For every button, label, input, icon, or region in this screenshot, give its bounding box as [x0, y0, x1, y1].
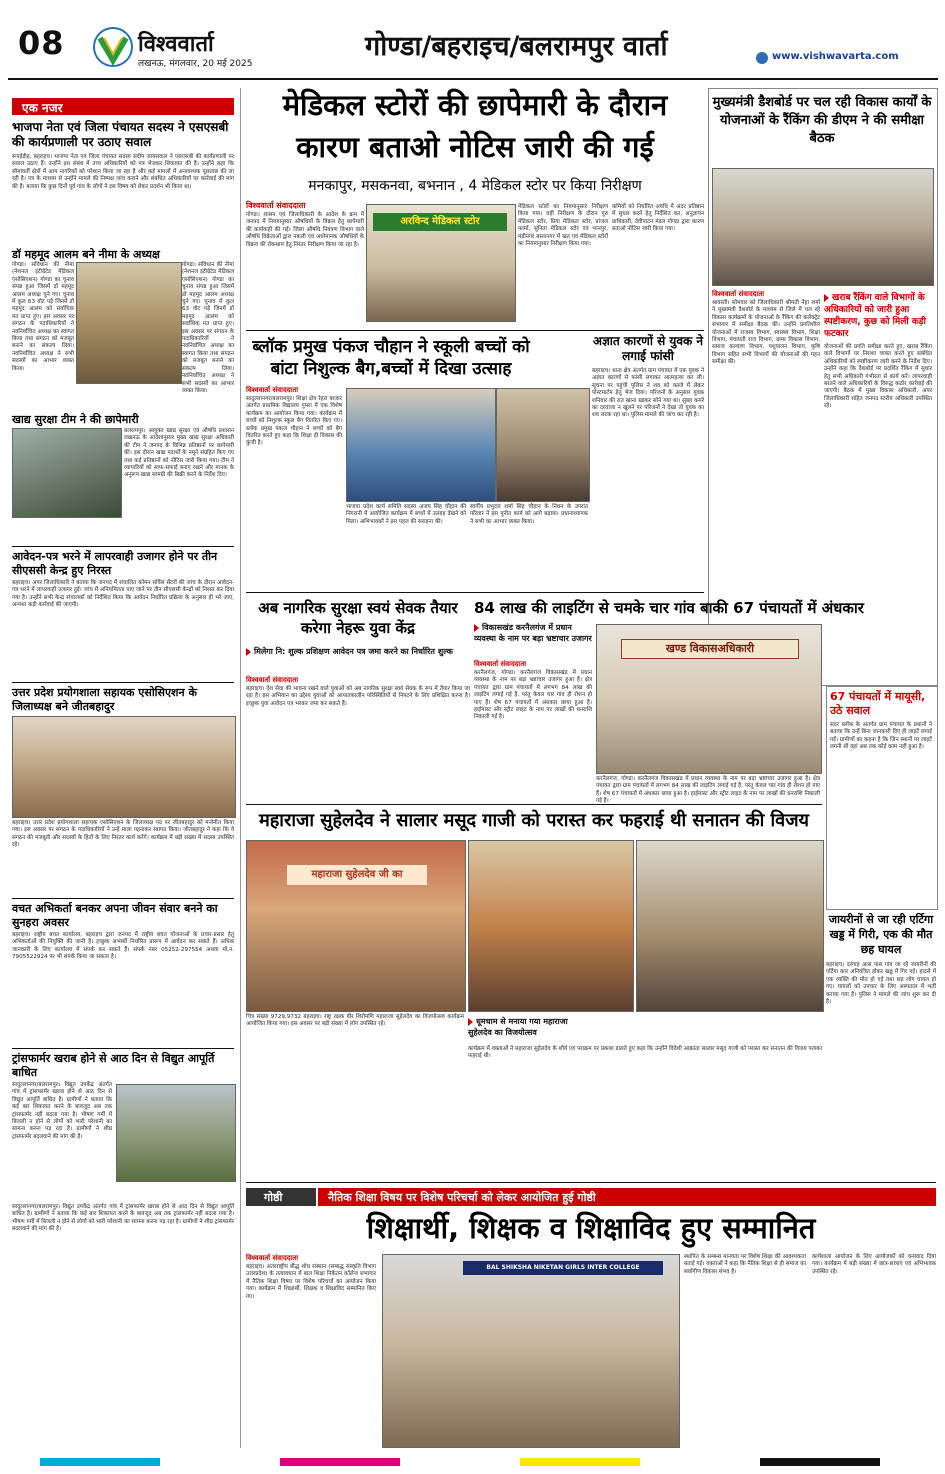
civil-defence-body: बहराइच। देश सेवा की भावना रखने वाले युवाओं को अब नागरिक सुरक्षा स्वयं सेवक के रूप में तैयार किया जा रहा है। इस अभियान का उद्देश्य युवाओं को आपातकालीन परिस्थितियों से निपटने के लिए प्रशिक्षित करना है। इच्छुक युवा आवेदन पत्र भरकर जमा कर सकते हैं।: [246, 686, 470, 707]
story4-headline: आवेदन-पत्र भरने में लापरवाही उजागर होने पर तीन सीएससी केन्द्र हुए निरस्त: [12, 550, 218, 577]
story7-body-b: सादुल्लानगर/बलरामपुर। विद्युत उपकेंद्र अंतर्गत गांव में ट्रांसफार्मर खराब होने से आठ दिन से विद्युत आपूर्ति बाधित है। ग्रामीणों ने बताया कि कई बार शिकायत करने के बावजूद अब तक ट्रांसफार्मर नहीं बदला गया है। भीषण गर्मी में बिजली न होने से लोगों को भारी परेशानी का सामना करना पड़ रहा है। ग्रामीणों ने शीघ्र ट्रांसफार्मर बदलवाने की मांग की है।: [12, 1204, 234, 1233]
lighting-subtag-text: विकासखंड करनैलगंज में प्रधान व्यवस्था के नाम पर बड़ा भ्रष्टाचार उजागर: [474, 623, 592, 643]
meeting-photo: [712, 168, 934, 286]
mayusi-headline: 67 पंचायतों में मायूसी, उठे सवाल: [830, 690, 926, 717]
triangle-icon: [246, 648, 251, 656]
page-number: 08: [18, 24, 65, 62]
lighting-body: करनैलगंज, गोण्डा। करनैलगंज विकासखंड में प्रधान व्यवस्था के नाम पर बड़ा भ्रष्टाचार उजागर हुआ है। क्षेत्र पंचायत द्वारा ग्राम पंचायतों में लगभग 84 लाख की लाइटिंग लगाई गई है, परंतु केवल चार गांव ही रोशन हो पाए हैं। शेष 67 पंचायतों में अंधकार छाया हुआ है। हाईमास्ट और स्ट्रीट लाइट के नाम पर लाखों की धनराशि निकाली गई है।: [474, 670, 592, 721]
color-bar-cyan: [40, 1458, 160, 1466]
lighting-byline: विश्ववार्ता संवाददाता: [474, 660, 527, 668]
story6-body: बहराइच। राष्ट्रीय बचत कार्यालय, बहराइच द्वारा जनपद में राष्ट्रीय बचत योजनाओं के प्रचार-प्रसार हेतु अभिकर्ताओं की नियुक्ति की जानी है। इच्छुक अभ्यर्थी निर्धारित प्रारूप में आवेदन कर सकते हैं। अधिक जानकारी के लिए कार्यालय में संपर्क कर सकते हैं। संपर्क नंबर 05252-297554 अथवा मो.न. 7905522924 पर भी संपर्क किया जा सकता है।: [12, 932, 234, 961]
story2-photo: [76, 262, 182, 384]
story7-headline: ट्रांसफार्मर खराब होने से आठ दिन से विद्युत आपूर्ति बाधित: [12, 1052, 215, 1079]
globe-icon: [756, 52, 768, 64]
lead-body3: कमियों को निर्धारित अवधि में अंदर प्रतिष्ठान में सुधार करने हेतु निर्देशित कर, अनुज्ञापन प्राधिकारी, देवीपाटन मंडल गोण्डा द्वारा कारण बताओ नोटिस जारी किया गया।: [612, 204, 704, 233]
website-link[interactable]: www.vishwavarta.com: [772, 51, 899, 62]
section-tag-ek-nazar: [12, 98, 234, 115]
lead-subheadline: मनकापुर, मसकनवा, बभनान , 4 मेडिकल स्टोर पर किया निरीक्षण: [308, 178, 642, 194]
lighting-headline: 84 लाख की लाइटिंग से चमके चार गांव बाकी 67 पंचायतों में अंधकार: [474, 599, 864, 617]
story1-body: रूपईडीह, बहराइच। भाजपा नेता एवं जिला पंचायत सदस्य संदीप जायसवाल ने एसएसबी की कार्यप्रणाली पर सवाल उठाए हैं। उन्होंने इस संबंध में उच्च अधिकारियों को पत्र भेजकर शिकायत की है। उन्होंने कहा कि सीमावर्ती क्षेत्रों में आम नागरिकों को परेशान किया जा रहा है और कई मामलों में अनावश्यक पूछताछ की जा रही है। पत्र के माध्यम से उन्होंने मामले की निष्पक्ष जांच कराने और संबंधित अधिकारियों पर कार्रवाई की मांग की है। बताया कि कुछ दिनों पूर्व गांव के लोगों ने इस विषय को लेकर प्रदर्शन भी किया था।: [12, 154, 234, 190]
school-bag-body2: भाजपा प्रदेश कार्य समिति सदस्य अजय सिंह चौहान की निगरानी में आयोजित कार्यक्रम में बच्चों में उत्साह देखने को मिला। अभिभावकों ने इस पहल की सराहना की।: [346, 504, 466, 525]
lead-headline-line1: मेडिकल स्टोरों की छापेमारी के दौरान: [282, 88, 668, 122]
color-bar-yellow: [520, 1458, 640, 1466]
school-banner: BAL SHIKSHA NIKETAN GIRLS INTER COLLEGE: [463, 1261, 663, 1275]
seminar-byline: विश्ववार्ता संवाददाता: [246, 1254, 299, 1262]
cm-side-headline-text: खराब रैंकिंग वाले विभागों के अधिकारियों को जारी हुआ स्पष्टीकरण, कुछ को मिली कड़ी फटकार: [824, 293, 926, 339]
school-bag-photo: [346, 388, 496, 502]
brand-logo-icon: [92, 26, 134, 68]
story2-body-b: गोण्डा। संविधान की नीमा (नेशनल इंटीग्रेटेड मेडिकल एसोसिएशन) गोण्डा का चुनाव संपन्न हुआ जिसमें डॉ महमूद आलम अध्यक्ष चुने गए। चुनाव में कुल 63 वोट पड़े जिनमें डॉ महमूद आलम को सर्वाधिक मत प्राप्त हुए। इस अवसर पर संगठन के पदाधिकारियों ने नवनिर्वाचित अध्यक्ष का स्वागत किया तथा संगठन को मजबूत बनाने का संकल्प लिया। नवनिर्वाचित अध्यक्ष ने सभी सदस्यों का आभार व्यक्त किया।: [182, 262, 234, 394]
story3-body: बलरामपुर। आयुक्त खाद्य सुरक्षा एवं औषधि प्रशासन लखनऊ के आदेशानुसार मुख्य खाद्य सुरक्षा अधिकारी की टीम ने जनपद के विभिन्न प्रतिष्ठानों पर छापेमारी की। इस दौरान खाद्य पदार्थों के नमूने संग्रहित किए गए तथा कई प्रतिष्ठानों को नोटिस जारी किया गया। टीम ने व्यापारियों को साफ-सफाई बनाए रखने और मानक के अनुरूप खाद्य सामग्री की बिक्री करने के निर्देश दिए।: [124, 428, 234, 479]
edition-title: गोण्डा/बहराइच/बलरामपुर वार्ता: [365, 31, 668, 62]
civil-defence-subtag-text: मिलेगा नि: शुल्क प्रशिक्षण आवेदन पत्र जमा करने का निर्धारित शुल्क: [254, 647, 453, 656]
story3-photo: [12, 428, 122, 518]
suheldev-body1: चित्र संख्या 9729,9732 बहराइच। राष्ट्र रक्षक वीर शिरोमणि महाराजा सुहेलदेव का विजयोत्सव कार्यक्रम आयोजित किया गया। इस अवसर पर बड़ी संख्या में लोग उपस्थित रहे।: [246, 1014, 464, 1028]
color-bar-black: [760, 1458, 880, 1466]
masthead: [0, 0, 945, 75]
block-office-photo: [596, 624, 822, 774]
shop-sign: अरविन्द मेडिकल स्टोर: [373, 213, 507, 231]
school-bag-body1: सादुल्लानगर/बलरामपुर। शिक्षा क्षेत्र रेहरा बाजार अंतर्गत प्राथमिक विद्यालय गुमरा में एक विशेष कार्यक्रम का आयोजन किया गया। कार्यक्रम में बच्चों को निशुल्क स्कूल बैग वितरित किए गए। ब्लॉक प्रमुख पंकज चौहान ने बच्चों को बैग वितरित करते हुए कहा कि शिक्षा ही विकास की कुंजी है।: [246, 396, 342, 447]
story7-photo: [116, 1084, 236, 1182]
seminar-body3: कार्यशाला आयोजन के लिए आयोजकों को धन्यवाद दिया गया। कार्यक्रम में बड़ी संख्या में छात्र-छात्राएं एवं अभिभावक उपस्थित रहे।: [812, 1254, 936, 1275]
section-tag-label: एक नजर: [22, 101, 63, 115]
seminar-strap: [318, 1188, 936, 1206]
cm-side-headline: [824, 292, 932, 340]
cm-dashboard-headline: मुख्यमंत्री डैशबोर्ड पर चल रही विकास कार्यों के योजनाओं के रैंकिंग की डीएम ने की समीक्षा बैठक: [712, 95, 932, 146]
lighting-body2: करनैलगंज, गोण्डा। करनैलगंज विकासखंड में प्रधान व्यवस्था के नाम पर बड़ा भ्रष्टाचार उजागर हुआ है। क्षेत्र पंचायत द्वारा ग्राम पंचायतों में लगभग 84 लाख की लाइटिंग लगाई गई है, परंतु केवल चार गांव ही रोशन हो पाए हैं। शेष 67 पंचायतों में अंधकार छाया हुआ है। हाईमास्ट और स्ट्रीट लाइट के नाम पर लाखों की धनराशि निकाली गई है।: [596, 776, 820, 805]
lead-body1: गोण्डा। शासन एवं जिलाधिकारी के आदेश के क्रम में जनपद में नियमानुसार औषधियों के विक्रय हेतु छापेमारी की कार्यवाही की गई। जिला औषधि नियंत्रण विभाग वाले औषधि विक्रेताओं द्वारा नकली एवं अधोमानक औषधियों के विक्रय की रोकथाम हेतु निरंतर निरीक्षण किया जा रहा है।: [246, 212, 364, 248]
seminar-strap-text: नैतिक शिक्षा विषय पर विशेष परिचर्चा को लेकर आयोजित हुई गोष्ठी: [328, 1191, 596, 1204]
cm-body: श्रावस्ती। सोमवार को जिलाधिकारी श्रीमती नेहा शर्मा ने मुख्यमंत्री डैशबोर्ड के माध्यम से जिले में चल रहे विकास कार्यक्रमों के योजनाओं के रैंकिंग की कलेक्ट्रेट सभागार में समीक्षा बैठक की। उन्होंने प्रगतिशील योजनाओं में राजस्व विभाग, स्वास्थ्य विभाग, शिक्षा विभाग, पंचायती राज विभाग, ग्राम्य विकास विभाग, समाज कल्याण विभाग, पशुपालन विभाग, कृषि विभाग सहित सभी विभागों की योजनाओं की गहन समीक्षा की।: [712, 300, 820, 366]
lead-headline-line2: कारण बताओ नोटिस जारी की गई: [296, 130, 654, 164]
story7-body: सादुल्लानगर/बलरामपुर। विद्युत उपकेंद्र अंतर्गत गांव में ट्रांसफार्मर खराब होने से आठ दिन से विद्युत आपूर्ति बाधित है। ग्रामीणों ने बताया कि कई बार शिकायत करने के बावजूद अब तक ट्रांसफार्मर नहीं बदला गया है। भीषण गर्मी में बिजली न होने से लोगों को भारी परेशानी का सामना करना पड़ रहा है। ग्रामीणों ने शीघ्र ट्रांसफार्मर बदलवाने की मांग की है।: [12, 1082, 112, 1140]
school-bag-body3: स्वर्गीय प्रभुदत्त शर्मा सिंह चौहान के निधन के उपरांत परिवार ने इस पुनीत कार्य को आगे बढ़ाया। प्रधानाध्यापक ने सभी का आभार व्यक्त किया।: [470, 504, 588, 525]
lead-body2: मेडिकल स्टोरों का नियमानुसार निरीक्षण किया गया। वहीं निरीक्षण के दौरान गुरु मेडिकल स्टोर, प्रिया मेडिकल स्टोर, प्रांजल फार्मा, सुनिता मेडिकल स्टोर एवं भानपुर, मंडीनगर बस्तानगर में खत एवं मेडिकल स्टोरों का नियमानुसार निरीक्षण किया गया।: [518, 204, 608, 248]
suheldev-subtag: [468, 1016, 586, 1038]
unknown-reason-headline: अज्ञात कारणों से युवक ने लगाई फांसी: [592, 334, 704, 363]
civil-defence-headline: अब नागरिक सुरक्षा स्वयं सेवक तैयार करेगा नेहरू युवा केंद्र: [258, 599, 458, 637]
story1-headline: भाजपा नेता एवं जिला पंचायत सदस्य ने एसएसबी की कार्यप्रणाली पर उठाए सवाल: [12, 120, 229, 149]
seminar-headline: शिक्षार्थी, शिक्षक व शिक्षाविद हुए सम्मानित: [366, 1211, 816, 1245]
cm-side-body: योजनाओं की प्रगति समीक्षा करते हुए, खराब रैंकिंग वाले विभागों पर निराशा व्यक्त करते हुए संबंधित अधिकारियों को स्पष्टीकरण जारी करने के निर्देश दिए। उन्होंने कहा कि डैशबोर्ड पर प्रदर्शित रैंकिंग में सुधार हेतु सभी अधिकारी गंभीरता से कार्य करें। लापरवाही बरतने वाले अधिकारियों के विरुद्ध कठोर कार्रवाई की जाएगी। बैठक में मुख्य विकास अधिकारी, अपर जिलाधिकारी सहित जनपद स्तरीय अधिकारी उपस्थित रहे।: [824, 344, 932, 410]
pilgrims-headline: जायरीनों से जा रही एर्टिगा खड्ड में गिरी, एक की मौत छह घायल: [828, 913, 934, 956]
seminar-body2: स्थापित के सम्बन्ध मानवता पर विशेष शिक्षा की आवश्यकता बताई गई। वक्ताओं ने कहा कि नैतिक शिक्षा से ही समाज का सर्वांगीण विकास संभव है।: [684, 1254, 806, 1275]
suheldev-photo1: [246, 840, 466, 1012]
seminar-photo: [382, 1254, 680, 1448]
suheldev-photo2: [468, 840, 634, 1012]
paper-name: विश्ववार्ता: [138, 32, 214, 57]
triangle-icon: [474, 624, 479, 632]
color-bar-magenta: [280, 1458, 400, 1466]
civil-defence-byline: विश्ववार्ता संवाददाता: [246, 676, 299, 684]
suheldev-photo3: [636, 840, 824, 1012]
seminar-tag-label: गोष्ठी: [264, 1191, 283, 1204]
triangle-icon: [468, 1018, 473, 1026]
school-bag-byline: विश्ववार्ता संवाददाता: [246, 386, 299, 394]
story5-headline: उत्तर प्रदेश प्रयोगशाला सहायक एसोसिएशन के जिलाध्यक्ष बने जीतबहादुर: [12, 686, 197, 713]
suheldev-body2: कार्यक्रम में वक्ताओं ने महाराजा सुहेलदेव के शौर्य एवं पराक्रम पर प्रकाश डालते हुए कहा कि उन्होंने विदेशी आक्रांता सालार मसूद गाजी को परास्त कर सनातन की विजय पताका फहराई थी।: [468, 1046, 822, 1060]
suheldev-subtag-text: धूमधाम से मनाया गया महाराजा सुहेलदेव का विजयोत्सव: [468, 1017, 568, 1037]
story5-photo: [12, 716, 236, 818]
suheldev-headline: महाराजा सुहेलदेव ने सालार मसूद गाजी को परास्त कर फहराई थी सनातन की विजय: [258, 810, 809, 831]
school-bag-headline: ब्लॉक प्रमुख पंकज चौहान ने स्कूली बच्चों को बांटा निशुल्क बैग,बच्चों में दिखा उत्साह: [252, 337, 530, 379]
seminar-tag: [246, 1188, 316, 1206]
medical-store-photo: [366, 204, 516, 322]
triangle-icon: [824, 294, 829, 302]
lighting-subtag: [474, 622, 592, 644]
lead-byline: विश्ववार्ता संवाददाता: [246, 201, 306, 210]
story4-body: बहराइच। अपर जिलाधिकारी ने बताया कि जनपद में संचालित कॉमन सर्विस सेंटरों की जांच के दौरान आवेदन-पत्र भरने में लापरवाही उजागर हुई। जांच में अनियमितता पाए जाने पर तीन सीएससी केन्द्रों को निरस्त कर दिया गया है। उन्होंने सभी केन्द्र संचालकों को निर्देशित किया कि आवेदन निर्धारित प्रक्रिया के अनुसार ही भरे जाएं, अन्यथा कड़ी कार्रवाई की जाएगी।: [12, 580, 234, 609]
story5-body: बहराइच। उत्तर प्रदेश प्रयोगशाला सहायक एसोसिएशन के जिलाध्यक्ष पद पर जीतबहादुर को मनोनीत किया गया। इस अवसर पर संगठन के पदाधिकारियों ने उन्हें माला पहनाकर स्वागत किया। जीतबहादुर ने कहा कि वे संगठन की मजबूती और सदस्यों के हितों के लिए निरंतर कार्य करेंगे। कार्यक्रम में बड़ी संख्या में सदस्य उपस्थित रहे।: [12, 820, 234, 849]
mayusi-body: सदर ब्लॉक के अंतर्गत ग्राम पंचायत के प्रधानों ने बताया कि उन्हें बिना जानकारी दिए ही लाइटें लगाई गईं। ग्रामीणों का कहना है कि जिन स्थानों पर लाइटें लगनी थीं वहां अब तक कोई काम नहीं हुआ है।: [830, 722, 932, 751]
unknown-reason-body: बहराइच। थाना क्षेत्र अंतर्गत ग्राम पंचायत में एक युवक ने अज्ञात कारणों से फांसी लगाकर आत्महत्या कर ली। सूचना पर पहुंची पुलिस ने शव को कब्जे में लेकर पोस्टमार्टम हेतु भेज दिया। परिजनों के अनुसार युवक शनिवार की रात खाना खाकर सोने गया था। सुबह कमरे का दरवाजा न खुलने पर परिजनों ने देखा तो युवक का शव लटक रहा था। पुलिस मामले की जांच कर रही है।: [592, 368, 704, 419]
story2-headline: डॉ महमूद आलम बने नीमा के अध्यक्ष: [12, 248, 160, 261]
office-sign: खण्ड विकासअधिकारी: [621, 639, 799, 659]
story2-body: गोण्डा। संविधान की नीमा (नेशनल इंटीग्रेटेड मेडिकल एसोसिएशन) गोण्डा का चुनाव संपन्न हुआ जिसमें डॉ महमूद आलम अध्यक्ष चुने गए। चुनाव में कुल 63 वोट पड़े जिनमें डॉ महमूद आलम को सर्वाधिक मत प्राप्त हुए। इस अवसर पर संगठन के पदाधिकारियों ने नवनिर्वाचित अध्यक्ष का स्वागत किया तथा संगठन को मजबूत बनाने का संकल्प लिया। नवनिर्वाचित अध्यक्ष ने सभी सदस्यों का आभार व्यक्त किया।: [12, 262, 74, 372]
story3-headline: खाद्य सुरक्षा टीम ने की छापेमारी: [12, 413, 139, 426]
cm-byline: विश्ववार्ता संवाददाता: [712, 290, 765, 298]
civil-defence-subtag: [246, 646, 470, 657]
city-date: लखनऊ, मंगलवार, 20 मई 2025: [138, 59, 253, 69]
school-bag-photo2: [496, 388, 590, 502]
suheldev-banner: महाराजा सुहेलदेव जी का: [287, 865, 427, 885]
pilgrims-body: बहराइच। दरगाह आस पास गांव जा रहे जायरीनों की एर्टिगा कार अनियंत्रित होकर खड्ड में गिर गई। हादसे में एक व्यक्ति की मौत हो गई तथा छह लोग घायल हो गए। घायलों को उपचार के लिए अस्पताल में भर्ती कराया गया है। पुलिस ने मामले की जांच शुरू कर दी है।: [826, 962, 936, 1006]
story6-headline: वचत अभिकर्ता बनकर अपना जीवन संवार बनने का सुनहरा अवसर: [12, 902, 218, 929]
seminar-body1: बहराइच। अंतरराष्ट्रीय बौद्ध शोध संस्थान (सम्बद्ध संस्कृति विभाग उत्तरप्रदेश) के तत्वावधान में बाल शिक्षा निकेतन कॉलेज सभागार में नैतिक शिक्षा विषय पर विशेष परिचर्चा का आयोजन किया गया। कार्यक्रम में शिक्षार्थी, शिक्षक व शिक्षाविद सम्मानित किए गए।: [246, 1264, 376, 1300]
